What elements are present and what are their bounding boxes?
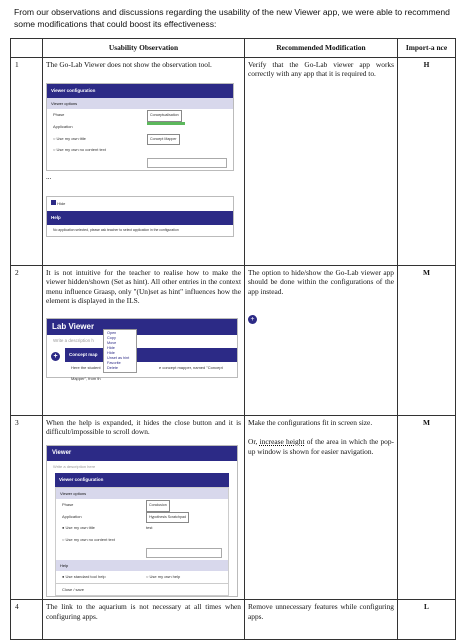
header-observation: Usability Observation [43, 39, 245, 58]
modification-text-a: Make the configurations fit in screen size. [248, 417, 373, 427]
usability-table [10, 38, 456, 640]
row-number: 4 [11, 600, 43, 640]
screenshot-viewer-help: Viewer Write a description here Viewer configuration Viewer options Phase Conclusion Application Hypothesis Scratchpad ● Use my own title test ○ Use my own no content text Help ● Use standard tool help ○ Use my own help Close / save [46, 445, 238, 598]
description-placeholder: Write a description h [53, 337, 94, 343]
table-row [11, 57, 456, 265]
phase-select[interactable]: Conceptualisation [147, 110, 182, 122]
application-select[interactable]: Hypothesis Scratchpad [146, 512, 189, 524]
help-text: No application selected, please ask teacher to select application in the configuration [53, 227, 179, 232]
menu-item[interactable]: Favorite [107, 360, 121, 365]
option-own-title[interactable]: Use my own title [65, 525, 95, 531]
table-row [11, 600, 456, 640]
config-title-bar: Viewer configuration [47, 84, 233, 98]
menu-item[interactable]: Hide [107, 345, 115, 350]
screenshot-lab-viewer [46, 318, 238, 382]
config-title-bar: Viewer configuration [55, 473, 229, 487]
option-own-text[interactable]: Use my own no content text [65, 536, 115, 542]
screenshot-help [46, 196, 234, 237]
lab-viewer-title: Lab Viewer [47, 319, 237, 335]
add-icon[interactable]: + [51, 352, 60, 361]
checkbox-icon[interactable] [51, 200, 56, 205]
row-number: 1 [11, 57, 43, 265]
table-header-row [11, 39, 456, 58]
header-importance: Import-a nce [398, 39, 456, 58]
application-select[interactable]: Concept Mapper [147, 134, 180, 146]
option-own-title[interactable]: Use my own title [56, 135, 86, 141]
help-bar: Help [47, 211, 233, 225]
observation-text: It is not intuitive for the teacher to realise how to make the viewer hidden/shown (Set as hint). All other entries in the context menu influence Graasp, only "(Un)set as hint" influences how the element is displayed in the ILS. [46, 267, 241, 306]
item-line-1: Here the student [71, 364, 101, 370]
importance-cell: M [398, 415, 456, 600]
help-option-own[interactable]: Use my own help [149, 574, 181, 580]
phase-label: Phase [53, 112, 65, 118]
observation-cell [43, 415, 245, 600]
observation-text: When the help is expanded, it hides the close button and it is difficult/impossible to scroll down. [46, 417, 241, 437]
add-icon[interactable]: + [248, 315, 257, 324]
table-row [11, 265, 456, 415]
screenshot-viewer-config: Viewer configuration Viewer options Phase Conceptualisation Application ○ Use my own title Concept Mapper ○ Use my own no content text [46, 83, 234, 171]
modification-text-b: Or, increase height of the area in which the pop-up window is shown for easier navigation. [248, 437, 395, 456]
modification-text: The option to hide/show the Go-Lab viewer app should be done within the configurations of the app instead. [248, 267, 394, 296]
phase-label: Phase [62, 502, 74, 508]
row-number: 2 [11, 265, 43, 415]
text-field[interactable] [147, 158, 227, 168]
observation-cell [43, 57, 245, 265]
title-value: test [146, 525, 153, 531]
importance-cell: H [398, 57, 456, 265]
modification-cell: Verify that the Go-Lab viewer app works correctly with any app that it is required to. [245, 57, 398, 265]
text-field[interactable] [146, 548, 222, 558]
underlined-phrase: increase height [259, 437, 305, 447]
observation-cell [43, 265, 245, 415]
header-modification: Recommended Modification [245, 39, 398, 58]
menu-item[interactable]: Move [107, 340, 117, 345]
context-menu [103, 329, 137, 373]
phase-select[interactable]: Conclusion [146, 500, 170, 512]
modification-cell: Remove unnecessary features while configuring apps. [245, 600, 398, 640]
item-line-tail: e concept mapper, named "Concept [159, 364, 223, 370]
ellipsis: ... [46, 172, 52, 181]
importance-cell: M [398, 265, 456, 415]
modification-cell [245, 415, 398, 600]
observation-text: The Go-Lab Viewer does not show the observation tool. [46, 59, 212, 69]
menu-item-hint[interactable]: Unset as hint [107, 355, 130, 360]
section-header: Viewer options [47, 98, 233, 110]
application-label: Application [62, 513, 82, 519]
help-section-header: Help [56, 560, 228, 572]
section-header: Viewer options [56, 488, 228, 500]
dropdown-highlight [147, 122, 185, 125]
help-option-standard[interactable]: Use standard tool help [65, 574, 106, 580]
modification-cell [245, 265, 398, 415]
row-number: 3 [11, 415, 43, 600]
concept-map-bar: Concept map [65, 348, 237, 362]
application-label: Application [53, 123, 73, 129]
viewer-title: Viewer [47, 446, 237, 462]
description-placeholder: Write a description here [53, 464, 96, 470]
observation-cell: The link to the aquarium is not necessary at all times when configuring apps. [43, 600, 245, 640]
item-line-2: Mapper", from th [71, 376, 101, 382]
close-save-button[interactable]: Close / save [56, 583, 228, 596]
menu-item[interactable]: Hide [107, 350, 115, 355]
hide-label: Hide [57, 201, 66, 207]
menu-item[interactable]: Copy [107, 335, 116, 340]
table-row [11, 415, 456, 600]
intro-text: From our observations and discussions regarding the usability of the new Viewer app, we were able to recommend some modifications that could boost its effectiveness: [14, 7, 450, 29]
menu-item[interactable]: Open [107, 330, 117, 335]
menu-item[interactable]: Delete [107, 365, 118, 370]
importance-cell: L [398, 600, 456, 640]
option-own-text[interactable]: Use my own no content text [56, 147, 106, 153]
